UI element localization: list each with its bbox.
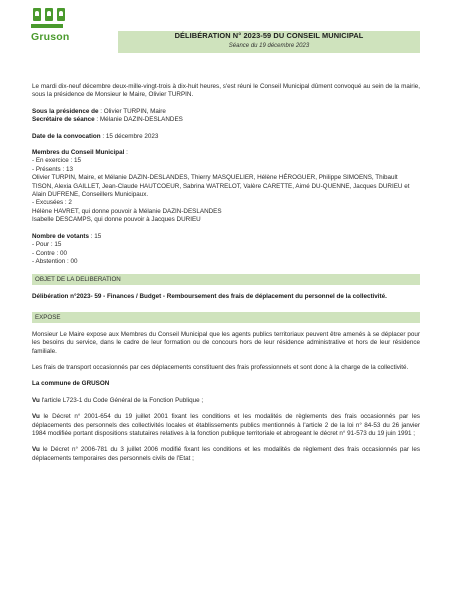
logo-bar-icon <box>57 8 65 21</box>
presidence-line <box>32 108 420 116</box>
page-title: DÉLIBÉRATION N° 2023-59 DU CONSEIL MUNICIPAL <box>174 31 364 40</box>
vu-item <box>32 397 420 405</box>
logo-text: Gruson <box>31 31 70 43</box>
gruson-logo <box>31 8 71 43</box>
secretaire-label: Secrétaire de séance <box>32 116 95 124</box>
membres-heading <box>32 149 420 157</box>
vu-item <box>32 413 420 438</box>
presidence-label: Sous la présidence de <box>32 107 99 115</box>
membres-exercice: - En exercice : 15 <box>32 157 81 165</box>
votants-pour: - Pour : 15 <box>32 241 62 249</box>
secretaire-value: : Mélanie DAZIN-DESLANDES <box>94 116 183 124</box>
page-subtitle: Séance du 19 décembre 2023 <box>228 43 310 49</box>
convocation-label: Date de la convocation <box>32 132 101 140</box>
vu-item <box>32 446 420 463</box>
membres-presents: - Présents : 13 <box>32 165 73 173</box>
vu-label: Vu <box>32 396 40 404</box>
membres-excuse-2: Isabelle DESCAMPS, qui donne pouvoir à Jacques DURIEU <box>32 216 201 224</box>
logo-stripe <box>31 24 63 28</box>
logo-bar-icon <box>45 8 53 21</box>
expose-band: EXPOSE <box>32 312 420 323</box>
membres-colon: : <box>124 149 128 157</box>
convocation-line <box>32 133 420 141</box>
commune-heading: La commune de GRUSON <box>32 380 110 388</box>
document-body <box>32 83 420 463</box>
deliberation-title: Délibération n°2023- 59 - Finances / Budget - Remboursement des frais de déplacement du personnel de la collectivité. <box>32 293 387 301</box>
votants-label: Nombre de votants <box>32 232 90 240</box>
logo-bar-icon <box>33 8 41 21</box>
intro-paragraph: Le mardi dix-neuf décembre deux-mille-vingt-trois à dix-huit heures, s'est réuni le Conseil Municipal dûment convoqué au sein de la mairie, sous la présidence de Monsieur le Maire, Olivier TURPIN. <box>32 83 420 99</box>
vu-text: l'article L723-1 du Code Général de la Fonction Publique ; <box>39 396 204 404</box>
vu-label: Vu <box>32 413 40 421</box>
votants-value: : 15 <box>89 232 102 240</box>
votants-contre: - Contre : 00 <box>32 249 67 257</box>
vu-label: Vu <box>32 446 40 454</box>
expose-paragraph-2: Les frais de transport occasionnés par ces déplacements constituent des frais professionnels et sont donc à la charge de la collectivité. <box>32 363 409 371</box>
vu-text: le Décret n° 2001-654 du 19 juillet 2001 fixant les conditions et les modalités de règlements des frais occasionnés par les déplacements des personnels des collectivités locales et établissements publics mentionnés à l'article 2 de la loi n° 84-53 du 26 janvier 1984 modifiée portant dispositions statutaires relatives à la fonction publique territoriale et abrogeant le décret n° 91-573 du 19 juin 1991 ; <box>32 413 420 437</box>
logo-icon-group <box>33 8 71 21</box>
convocation-value: : 15 décembre 2023 <box>100 132 159 140</box>
membres-label: Membres du Conseil Municipal <box>32 149 125 157</box>
votants-line <box>32 233 420 241</box>
membres-excuses: - Excusées : 2 <box>32 199 72 207</box>
secretaire-line <box>32 116 420 124</box>
expose-paragraph-1: Monsieur Le Maire expose aux Membres du Conseil Municipal que les agents publics territoriaux peuvent être amenés à se déplacer pour les besoins du service, dans le cadre de leur formation ou de concours hors de leur résidence administrative et hors de leur résidence familiale. <box>32 330 420 355</box>
membres-excuse-1: Hélène HAVRET, qui donne pouvoir à Mélanie DAZIN-DESLANDES <box>32 207 222 215</box>
presidence-value: : Olivier TURPIN, Maire <box>98 107 166 115</box>
membres-presents-names: Olivier TURPIN, Maire, et Mélanie DAZIN-DESLANDES, Thierry MASQUELIER, Hélène HÉROGUER, Philippe SIMOENS, Thibault TISON, Alexia GAILLET, Jean-Claude HAUTCOEUR, Sabrina WATRELOT, Valère CARETTE, Aimé DU-QUENNE, Jacques DURIEU et Alain DUFRENE, Conseillers Municipaux. <box>32 174 410 199</box>
objet-band: OBJET DE LA DELIBERATION <box>32 274 420 285</box>
votants-abstention: - Abstention : 00 <box>32 257 78 265</box>
vu-text: le Décret n° 2006-781 du 3 juillet 2006 modifié fixant les conditions et les modalités de règlement des frais occasionnés par les déplacements temporaires des personnels civils de l'Etat ; <box>32 446 420 462</box>
